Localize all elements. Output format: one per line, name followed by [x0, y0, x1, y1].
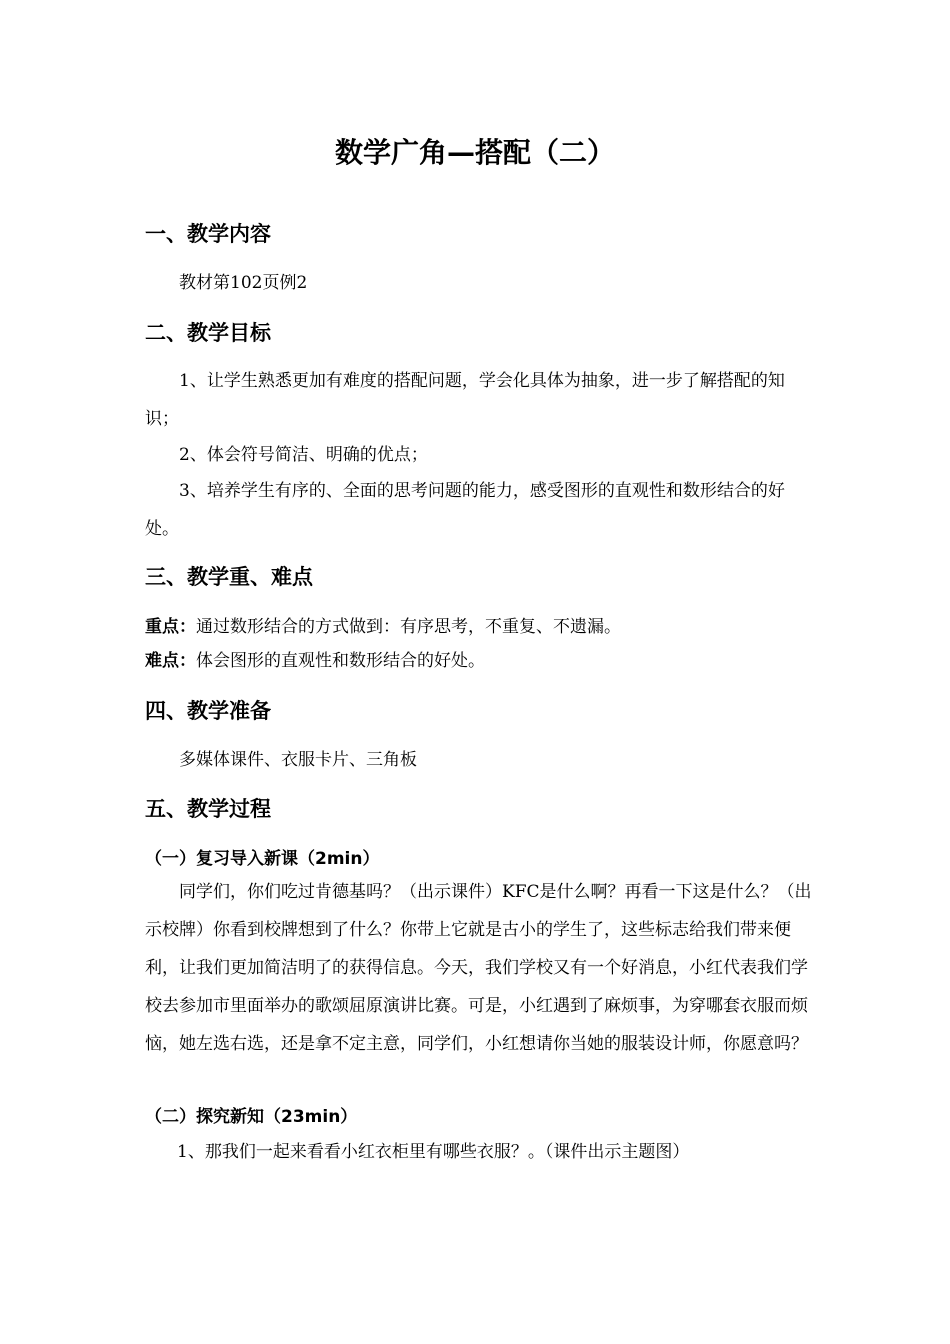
process-part2-text: 1、那我们一起来看看小红衣柜里有哪些衣服？。（课件出示主题图）	[177, 1142, 690, 1162]
content-text: 教材第102页例2	[179, 273, 308, 293]
difficult-point-text: 体会图形的直观性和数形结合的好处。	[196, 651, 485, 671]
section-heading-content: 一、教学内容	[145, 222, 271, 246]
section-heading-goals: 二、教学目标	[145, 321, 271, 345]
key-point-line	[145, 614, 621, 640]
goal-item-2: 2、体会符号简洁、明确的优点；	[179, 445, 428, 465]
section-heading-prep: 四、教学准备	[145, 699, 271, 723]
difficult-point-line	[145, 648, 485, 674]
section-heading-process: 五、教学过程	[145, 797, 271, 821]
process-part1-text: 同学们，你们吃过肯德基吗？（出示课件）KFC是什么啊？再看一下这是什么？（出示校牌）你看到校牌想到了什么？你带上它就是古小的学生了，这些标志给我们带来便利，让我们更加简洁明了的获得信息。今天，我们学校又有一个好消息，小红代表我们学校去参加市里面举办的歌颂屈原演讲比赛。可是，小红遇到了麻烦事，为穿哪套衣服而烦恼，她左选右选，还是拿不定主意，同学们，小红想请你当她的服装设计师，你愿意吗？	[145, 882, 812, 1054]
process-part2-title: （二）探究新知（23min）	[145, 1107, 358, 1127]
document-title: 数学广角—搭配（二）	[334, 136, 615, 169]
difficult-point-label: 难点：	[145, 651, 196, 671]
key-point-text: 通过数形结合的方式做到：有序思考，不重复、不遗漏。	[196, 617, 621, 637]
goal-item-3: 3、培养学生有序的、全面的思考问题的能力，感受图形的直观性和数形结合的好处。	[145, 481, 785, 539]
key-point-label: 重点：	[145, 617, 196, 637]
process-part1-title: （一）复习导入新课（2min）	[145, 849, 380, 869]
prep-text: 多媒体课件、衣服卡片、三角板	[179, 750, 417, 770]
goal-item-1: 1、让学生熟悉更加有难度的搭配问题，学会化具体为抽象，进一步了解搭配的知识；	[145, 371, 785, 429]
section-heading-keypoints: 三、教学重、难点	[145, 565, 313, 589]
